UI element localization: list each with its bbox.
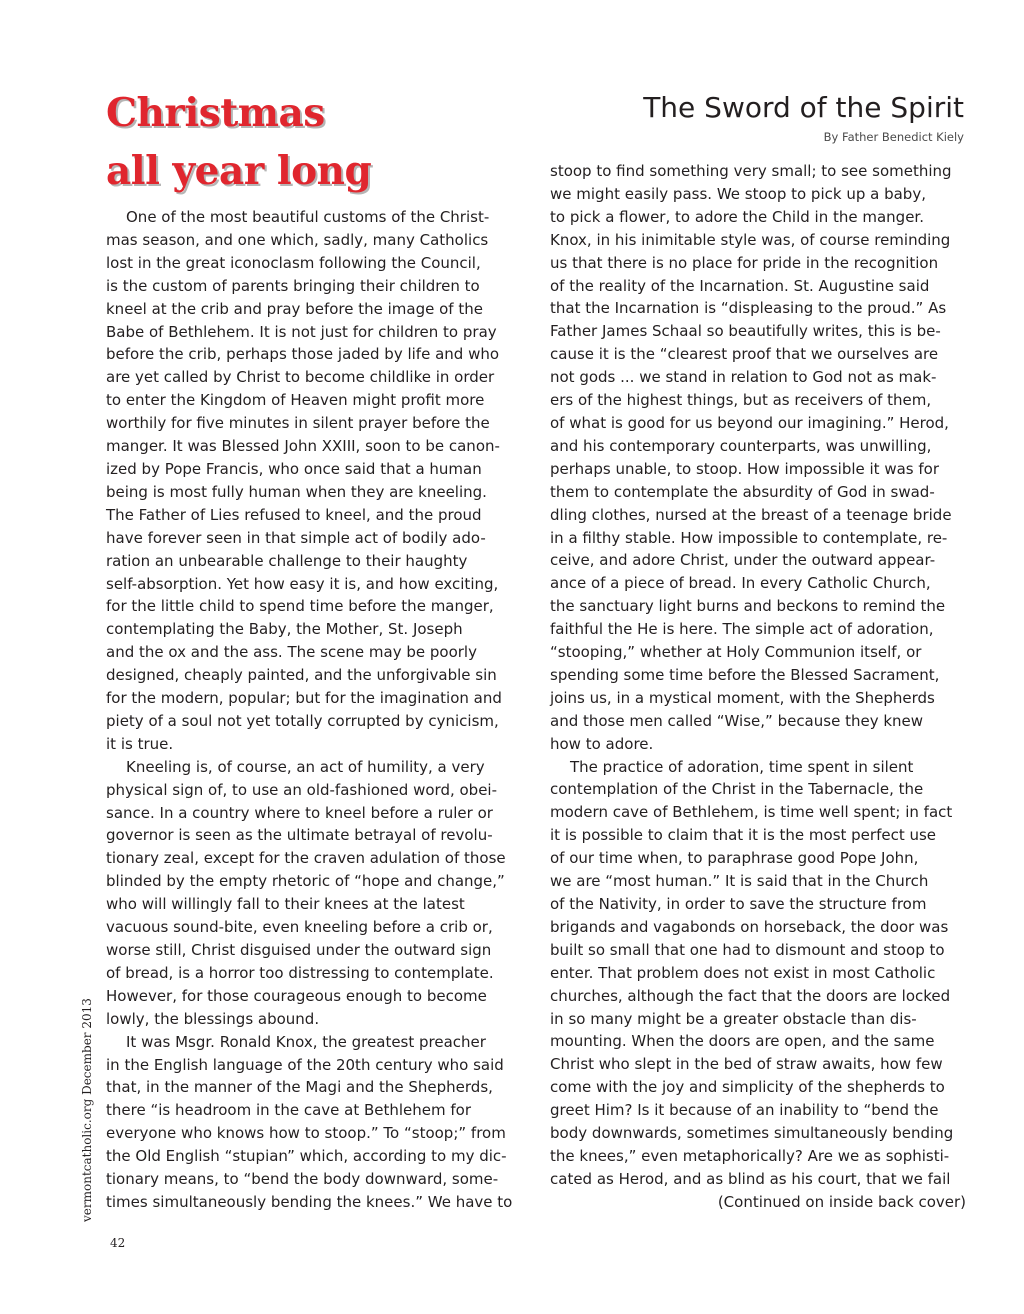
text-line: and his contemporary counterparts, was unwilling, <box>550 436 932 455</box>
text-line: ance of a piece of bread. In every Catholic Church, <box>550 574 931 593</box>
text-line: of our time when, to paraphrase good Pope John, <box>550 849 919 868</box>
left-text-column <box>106 206 522 1214</box>
text-line: not gods ... we stand in relation to God not as mak- <box>550 368 937 387</box>
text-line: for the modern, popular; but for the imagination and <box>106 689 502 708</box>
text-line: brigands and vagabonds on horseback, the door was <box>550 917 949 936</box>
text-line: of bread, is a horror too distressing to contemplate. <box>106 963 494 982</box>
text-line: blinded by the empty rhetoric of “hope and change,” <box>106 872 505 891</box>
text-line: tionary zeal, except for the craven adulation of those <box>106 849 506 868</box>
text-line: kneel at the crib and pray before the image of the <box>106 299 483 318</box>
text-line: the sanctuary light burns and beckons to remind the <box>550 597 946 616</box>
text-line: enter. That problem does not exist in most Catholic <box>550 963 936 982</box>
text-line: tionary means, to “bend the body downward, some- <box>106 1170 499 1189</box>
text-line: designed, cheaply painted, and the unforgivable sin <box>106 666 497 685</box>
text-line: ceive, and adore Christ, under the outward appear- <box>550 551 936 570</box>
text-line: The practice of adoration, time spent in silent <box>570 757 914 776</box>
text-line: contemplating the Baby, the Mother, St. Joseph <box>106 620 463 639</box>
text-line: in the English language of the 20th century who said <box>106 1055 504 1074</box>
right-text-column <box>550 160 966 1214</box>
text-line: Christ who slept in the bed of straw awaits, how few <box>550 1055 943 1074</box>
text-line: that, in the manner of the Magi and the Shepherds, <box>106 1078 493 1097</box>
text-line: them to contemplate the absurdity of God in swad- <box>550 482 935 501</box>
text-line: of the reality of the Incarnation. St. Augustine said <box>550 276 930 295</box>
text-line: However, for those courageous enough to become <box>106 986 487 1005</box>
text-line: it is possible to claim that it is the most perfect use <box>550 826 937 845</box>
text-line: everyone who knows how to stoop.” To “stoop;” from <box>106 1124 506 1143</box>
text-line: worse still, Christ disguised under the outward sign <box>106 941 492 959</box>
text-line: to pick a flower, to adore the Child in the manger. <box>550 207 924 226</box>
author-byline: By Father Benedict Kiely <box>823 130 964 144</box>
text-line: Babe of Bethlehem. It is not just for children to pray <box>106 322 497 341</box>
text-line: Knox, in his inimitable style was, of course reminding <box>550 230 951 249</box>
text-line: (Continued on inside back cover) <box>717 1192 966 1211</box>
text-line: lowly, the blessings abound. <box>106 1009 320 1028</box>
text-line: joins us, in a mystical moment, with the Shepherds <box>550 688 935 707</box>
text-line: there “is headroom in the cave at Bethlehem for <box>106 1101 472 1120</box>
text-line: stoop to find something very small; to see something <box>550 162 952 180</box>
text-line: ized by Pope Francis, who once said that a human <box>106 459 482 478</box>
text-line: to enter the Kingdom of Heaven might profit more <box>106 391 485 410</box>
text-line: cause it is the “clearest proof that we ourselves are <box>550 345 939 364</box>
text-line: ers of the highest things, but as receivers of them, <box>550 391 932 410</box>
text-line: we might easily pass. We stoop to pick up a baby, <box>550 184 926 203</box>
text-line: greet Him? Is it because of an inability to “bend the <box>550 1101 939 1120</box>
text-line: The Father of Lies refused to kneel, and the proud <box>106 505 482 524</box>
column-title: The Sword of the Spirit <box>643 91 964 124</box>
text-line: times simultaneously bending the knees.” We have to <box>106 1192 513 1211</box>
text-line: It was Msgr. Ronald Knox, the greatest preacher <box>126 1032 486 1051</box>
text-line: mounting. When the doors are open, and the same <box>550 1032 935 1051</box>
text-line: that the Incarnation is “displeasing to the proud.” As <box>550 299 947 318</box>
text-line: us that there is no place for pride in the recognition <box>550 253 939 272</box>
text-line: sance. In a country where to kneel before a ruler or <box>106 803 493 822</box>
text-line: spending some time before the Blessed Sacrament, <box>550 665 940 684</box>
text-line: the Old English “stupian” which, according to my dic- <box>106 1147 507 1166</box>
text-line: it is true. <box>106 734 174 753</box>
text-line: mas season, and one which, sadly, many Catholics <box>106 230 489 249</box>
article-title-line-1: Christmas <box>106 90 325 136</box>
text-line: of the Nativity, in order to save the structure from <box>550 895 927 913</box>
text-line: modern cave of Bethlehem, is time well spent; in fact <box>550 803 953 822</box>
side-caption: vermontcatholic.org December 2013 <box>80 998 94 1222</box>
text-line: being is most fully human when they are kneeling. <box>106 482 487 501</box>
text-line: governor is seen as the ultimate betrayal of revolu- <box>106 826 493 845</box>
text-line: in so many might be a greater obstacle than dis- <box>550 1009 917 1028</box>
text-line: built so small that one had to dismount and stoop to <box>550 940 945 959</box>
text-line: of what is good for us beyond our imagining.” Herod, <box>550 413 949 432</box>
text-line: worthily for five minutes in silent prayer before the <box>106 414 490 433</box>
text-line: who will willingly fall to their knees at the latest <box>106 895 465 914</box>
text-line: contemplation of the Christ in the Tabernacle, the <box>550 780 924 799</box>
text-line: dling clothes, nursed at the breast of a teenage bride <box>550 505 952 524</box>
text-line: and those men called “Wise,” because they knew <box>550 711 924 730</box>
text-line: churches, although the fact that the doors are locked <box>550 986 951 1005</box>
text-line: and the ox and the ass. The scene may be poorly <box>106 643 477 662</box>
text-line: “stooping,” whether at Holy Communion itself, or <box>550 643 922 662</box>
text-line: physical sign of, to use an old-fashioned word, obei- <box>106 780 498 799</box>
text-line: how to adore. <box>550 734 654 753</box>
text-line: we are “most human.” It is said that in the Church <box>550 872 929 891</box>
text-line: Kneeling is, of course, an act of humility, a very <box>126 757 485 776</box>
page-number: 42 <box>110 1236 126 1250</box>
text-line: lost in the great iconoclasm following the Council, <box>106 253 481 272</box>
text-line: ration an unbearable challenge to their haughty <box>106 551 468 570</box>
text-line: perhaps unable, to stoop. How impossible it was for <box>550 459 939 478</box>
text-line: for the little child to spend time before the manger, <box>106 597 494 616</box>
text-line: piety of a soul not yet totally corrupted by cynicism, <box>106 711 499 730</box>
text-line: manger. It was Blessed John XXIII, soon to be canon- <box>106 437 500 456</box>
text-line: Father James Schaal so beautifully writes, this is be- <box>550 322 941 341</box>
text-line: are yet called by Christ to become childlike in order <box>106 368 495 387</box>
text-line: vacuous sound-bite, even kneeling before a crib or, <box>106 918 493 937</box>
article-title <box>106 84 426 200</box>
text-line: have forever seen in that simple act of bodily ado- <box>106 528 486 547</box>
text-line: self-absorption. Yet how easy it is, and how exciting, <box>106 574 499 593</box>
text-line: in a filthy stable. How impossible to contemplate, re- <box>550 528 948 547</box>
text-line: come with the joy and simplicity of the shepherds to <box>550 1078 945 1097</box>
text-line: is the custom of parents bringing their children to <box>106 276 480 295</box>
text-line: One of the most beautiful customs of the Christ- <box>126 208 490 226</box>
text-line: body downwards, sometimes simultaneously bending <box>550 1124 954 1143</box>
text-line: the knees,” even metaphorically? Are we as sophisti- <box>550 1146 950 1165</box>
text-line: cated as Herod, and as blind as his court, that we fail <box>550 1169 951 1188</box>
text-line: before the crib, perhaps those jaded by life and who <box>106 345 500 364</box>
text-line: faithful the He is here. The simple act of adoration, <box>550 620 934 639</box>
article-title-line-2: all year long <box>106 148 372 194</box>
